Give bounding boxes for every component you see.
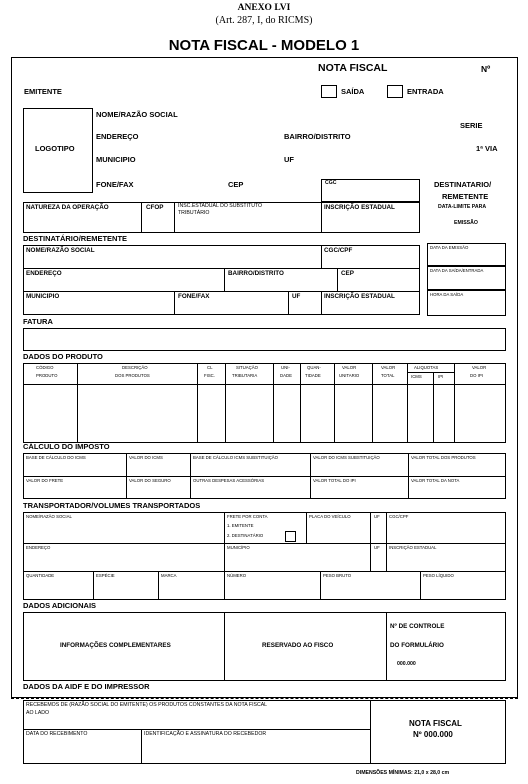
adicionais-section-title: DADOS ADICIONAIS — [23, 601, 97, 610]
emitente-label: EMITENTE — [24, 87, 62, 96]
emissao-label: EMISSÃO — [454, 220, 478, 226]
col-vipi-1: VALOR — [472, 365, 487, 370]
annex-article: (Art. 287, I, do RICMS) — [215, 15, 313, 26]
col-cl-1: CL — [207, 365, 213, 370]
col-vu-2: UNITARIO — [339, 373, 360, 378]
transp-section-title: TRANSPORTADOR/VOLUMES TRANSPORTADOS — [23, 501, 201, 510]
base-subst-label: BASE DE CÁLCULO ICMS SUBSTITUIÇÃO — [193, 455, 278, 460]
transp-destinatario-label: 2. DESTINATÁRIO — [227, 533, 264, 538]
footer-dimensions: DIMENSÕES MÍNIMAS: 21,0 x 28,0 cm — [356, 770, 450, 776]
dest-rem-label-1: DESTINATARIO/ — [434, 180, 492, 189]
emit-fone-label: FONE/FAX — [96, 180, 134, 189]
data-emissao-label: DATA DA EMISSÃO — [430, 245, 469, 250]
dest-endereco-label: ENDEREÇO — [26, 270, 62, 277]
col-uni-2: DADE — [280, 373, 292, 378]
cut-line — [11, 698, 518, 699]
entrada-checkbox[interactable] — [387, 85, 403, 98]
recebemos-label-2: AO LADO — [26, 710, 50, 716]
col-quan-1: QUAN- — [307, 365, 321, 370]
emit-uf-label: UF — [284, 155, 294, 164]
transp-uf2-label: UF — [374, 545, 380, 550]
nf-title: NOTA FISCAL — [318, 62, 388, 74]
fatura-box[interactable] — [23, 328, 506, 351]
hora-saida-label: HORA DA SAÍDA — [430, 292, 464, 297]
frete-label: VALOR DO FRETE — [26, 478, 64, 483]
dest-uf-label: UF — [292, 293, 301, 300]
col-aliq: ALIQUOTAS — [414, 365, 439, 370]
dest-section-title: DESTINATÁRIO/REMETENTE — [23, 234, 128, 243]
produto-section-title: DADOS DO PRODUTO — [23, 352, 103, 361]
emit-nome-label: NOME/RAZÃO SOCIAL — [96, 110, 178, 119]
emit-cep-label: CEP — [228, 180, 244, 189]
via-label: 1ª VIA — [476, 144, 498, 153]
base-icms-label: BASE DE CÁLCULO DO ICMS — [26, 455, 86, 460]
fisco-label: RESERVADO AO FISCO — [262, 642, 334, 649]
data-recebimento-label: DATA DO RECEBIMENTO — [26, 731, 88, 737]
transp-frete-label: FRETE POR CONTA — [227, 514, 268, 519]
frete-conta-checkbox[interactable] — [285, 531, 296, 542]
identificacao-label: IDENTIFICAÇÃO E ASSINATURA DO RECEBEDOR — [144, 731, 267, 737]
info-compl-label: INFORMAÇÕES COMPLEMENTARES — [60, 642, 171, 649]
insc-estadual-label: INSCRIÇÃO ESTADUAL — [324, 204, 395, 211]
recibo-nf-label: NOTA FISCAL — [409, 719, 462, 728]
valor-nota-label: VALOR TOTAL DA NOTA — [411, 478, 460, 483]
logotipo-label: LOGOTIPO — [35, 144, 75, 153]
transp-municipio-label: MUNICÍPIO — [227, 545, 250, 550]
outras-label: OUTRAS DESPESAS ACESSÓRIAS — [193, 478, 265, 483]
col-quan-2: TIDADE — [305, 373, 321, 378]
col-codigo-1: CÓDIGO — [36, 365, 54, 370]
transp-cgc-label: CGC/CPF — [389, 514, 409, 519]
col-uni-1: UNI- — [281, 365, 290, 370]
dest-cep-label: CEP — [341, 270, 354, 277]
col-sit-1: SITUAÇÃO — [236, 365, 258, 370]
col-codigo-2: PRODUTO — [36, 373, 58, 378]
col-vipi-2: DO IPI — [470, 373, 483, 378]
dest-rem-label-2: REMETENTE — [442, 192, 489, 201]
transp-uf-label: UF — [374, 514, 380, 519]
col-sit-2: TRIBUTARIA — [232, 373, 258, 378]
insc-subst-label-1: INSC.ESTADUAL DO SUBSTITUTO — [178, 203, 263, 209]
transp-pesol-label: PESO LÍQUIDO — [423, 573, 454, 578]
nf-number-label: Nº — [481, 64, 491, 74]
dest-insc-label: INSCRIÇÃO ESTADUAL — [324, 293, 395, 300]
saida-label: SAÍDA — [341, 87, 365, 96]
col-desc-1: DESCRIÇÃO — [122, 365, 148, 370]
transp-especie-label: ESPÉCIE — [96, 573, 115, 578]
dest-cgc-label: CGC/CPF — [324, 247, 353, 254]
col-vt-2: TOTAL — [381, 373, 395, 378]
transp-pesob-label: PESO BRUTO — [323, 573, 352, 578]
natureza-label: NATUREZA DA OPERAÇÃO — [26, 204, 109, 211]
dest-nome-label: NOME/RAZÃO SOCIAL — [26, 247, 95, 254]
aidf-title: DADOS DA AIDF E DO IMPRESSOR — [23, 682, 150, 691]
data-saida-label: DATA DA SAÍDA/ENTRADA — [430, 268, 484, 273]
controle-label-2: DO FORMULÁRIO — [390, 642, 444, 649]
transp-qtd-label: QUANTIDADE — [26, 573, 55, 578]
dest-fone-label: FONE/FAX — [178, 293, 210, 300]
valor-ipi-label: VALOR TOTAL DO IPI — [313, 478, 356, 483]
valor-subst-label: VALOR DO ICMS SUBSTITUIÇÃO — [313, 455, 380, 460]
col-vu-1: VALOR — [342, 365, 357, 370]
cfop-label: CFOP — [146, 204, 164, 211]
annex-title: ANEXO LVI — [237, 3, 291, 13]
recibo-nf-number: Nº 000.000 — [413, 730, 453, 739]
valor-icms-label: VALOR DO ICMS — [129, 455, 163, 460]
dest-municipio-label: MUNICIPIO — [26, 293, 60, 300]
recebemos-label-1: RECEBEMOS DE (RAZÃO SOCIAL DO EMITENTE) OS PRODUTOS CONSTANTES DA NOTA FISCAL — [26, 702, 268, 708]
transp-box — [23, 512, 506, 600]
transp-placa-label: PLACA DO VEÍCULO — [309, 514, 351, 519]
controle-number: 000.000 — [397, 661, 416, 667]
cgc-label: CGC — [325, 180, 337, 186]
data-limite-label: DATA-LIMITE PARA — [438, 204, 487, 210]
emit-bairro-label: BAIRRO/DISTRITO — [284, 132, 351, 141]
saida-checkbox[interactable] — [321, 85, 337, 98]
insc-subst-label-2: TRIBUTÁRIO — [178, 210, 210, 216]
seguro-label: VALOR DO SEGURO — [129, 478, 171, 483]
valor-produtos-label: VALOR TOTAL DOS PRODUTOS — [411, 455, 476, 460]
transp-insc-label: INSCRIÇÃO ESTADUAL — [389, 545, 437, 550]
col-cl-2: FISC. — [204, 373, 215, 378]
dest-box — [23, 245, 420, 315]
col-desc-2: DOS PRODUTOS — [115, 373, 150, 378]
page-title: NOTA FISCAL - MODELO 1 — [168, 37, 360, 54]
transp-nome-label: NOME/RAZÃO SOCIAL — [26, 514, 72, 519]
controle-label-1: Nº DE CONTROLE — [390, 623, 445, 630]
transp-emitente-label: 1. EMITENTE — [227, 523, 254, 528]
emit-endereco-label: ENDEREÇO — [96, 132, 139, 141]
transp-endereco-label: ENDEREÇO — [26, 545, 51, 550]
transp-marca-label: MARCA — [161, 573, 177, 578]
fatura-title: FATURA — [23, 317, 53, 326]
col-icms: ICMS — [411, 374, 422, 379]
col-ipi: IPI — [438, 374, 444, 379]
dest-bairro-label: BAIRRO/DISTRITO — [228, 270, 284, 277]
imposto-section-title: CÁLCULO DO IMPOSTO — [23, 442, 110, 451]
serie-label: SERIE — [460, 121, 483, 130]
col-vt-1: VALOR — [381, 365, 396, 370]
emit-municipio-label: MUNICIPIO — [96, 155, 136, 164]
entrada-label: ENTRADA — [407, 87, 444, 96]
transp-numero-label: NÚMERO — [227, 573, 247, 578]
